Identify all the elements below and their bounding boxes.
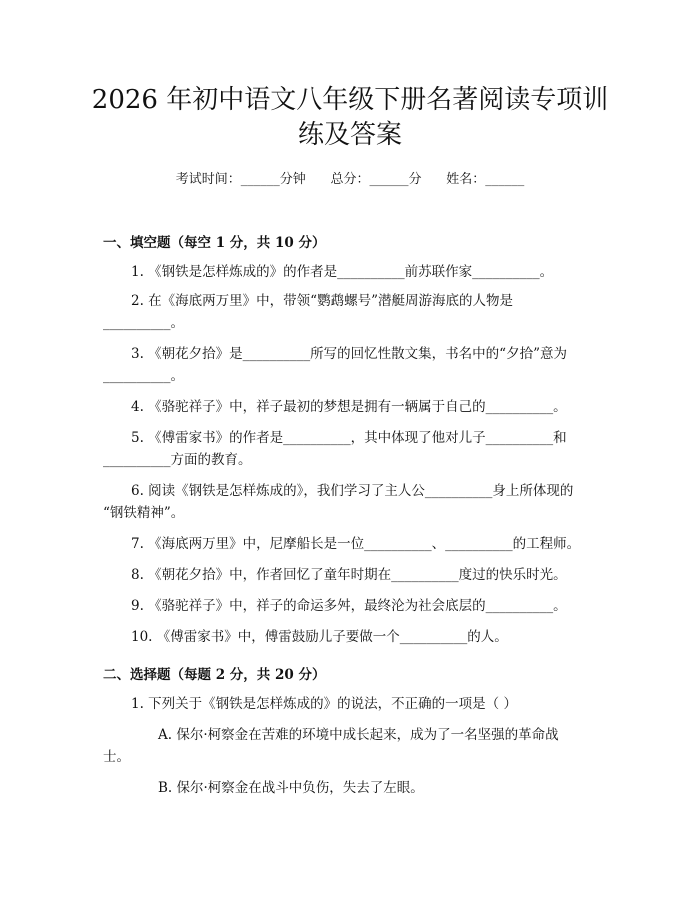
choice-option-b: B. 保尔·柯察金在战斗中负伤，失去了左眼。: [158, 780, 424, 796]
question-2-continuation: __________。: [103, 315, 184, 331]
choice-option-a-continuation: 士。: [103, 749, 130, 765]
question-3: 3. 《朝花夕拾》是__________所写的回忆性散文集，书名中的“夕拾”意为: [131, 346, 567, 362]
question-7: 7. 《海底两万里》中，尼摩船长是一位__________、__________的工程师。: [131, 536, 581, 552]
question-6: 6. 阅读《钢铁是怎样炼成的》，我们学习了主人公__________身上所体现的: [131, 483, 574, 499]
document-title-line-2: 练及答案: [297, 120, 402, 150]
question-6-continuation: “钢铁精神”。: [103, 505, 185, 521]
question-9: 9. 《骆驼祥子》中，祥子的命运多舛，最终沦为社会底层的__________。: [131, 598, 567, 614]
question-4: 4. 《骆驼祥子》中，祥子最初的梦想是拥有一辆属于自己的__________。: [131, 399, 567, 415]
question-1: 1. 《钢铁是怎样炼成的》的作者是__________前苏联作家__________。: [131, 264, 554, 280]
choice-option-a: A. 保尔·柯察金在苦难的环境中成长起来，成为了一名坚强的革命战: [158, 727, 559, 743]
exam-info: 考试时间：______分钟 总分：______分 姓名：______: [175, 172, 525, 187]
question-5: 5. 《傅雷家书》的作者是__________，其中体现了他对儿子__________和: [131, 430, 567, 446]
section-heading-multiple-choice: 二、选择题（每题 2 分，共 20 分）: [103, 667, 326, 683]
question-10: 10. 《傅雷家书》中，傅雷鼓励儿子要做一个__________的人。: [131, 629, 508, 645]
choice-question-1: 1. 下列关于《钢铁是怎样炼成的》的说法，不正确的一项是（ ）: [131, 696, 517, 712]
question-2: 2. 在《海底两万里》中，带领“鹦鹉螺号”潜艇周游海底的人物是: [131, 293, 513, 309]
question-5-continuation: __________方面的教育。: [103, 452, 252, 468]
question-8: 8. 《朝花夕拾》中，作者回忆了童年时期在__________度过的快乐时光。: [131, 567, 567, 583]
section-heading-fill-blank: 一、填空题（每空 1 分，共 10 分）: [103, 235, 326, 251]
question-3-continuation: __________。: [103, 368, 184, 384]
document-title-line-1: 2026 年初中语文八年级下册名著阅读专项训: [91, 85, 609, 115]
